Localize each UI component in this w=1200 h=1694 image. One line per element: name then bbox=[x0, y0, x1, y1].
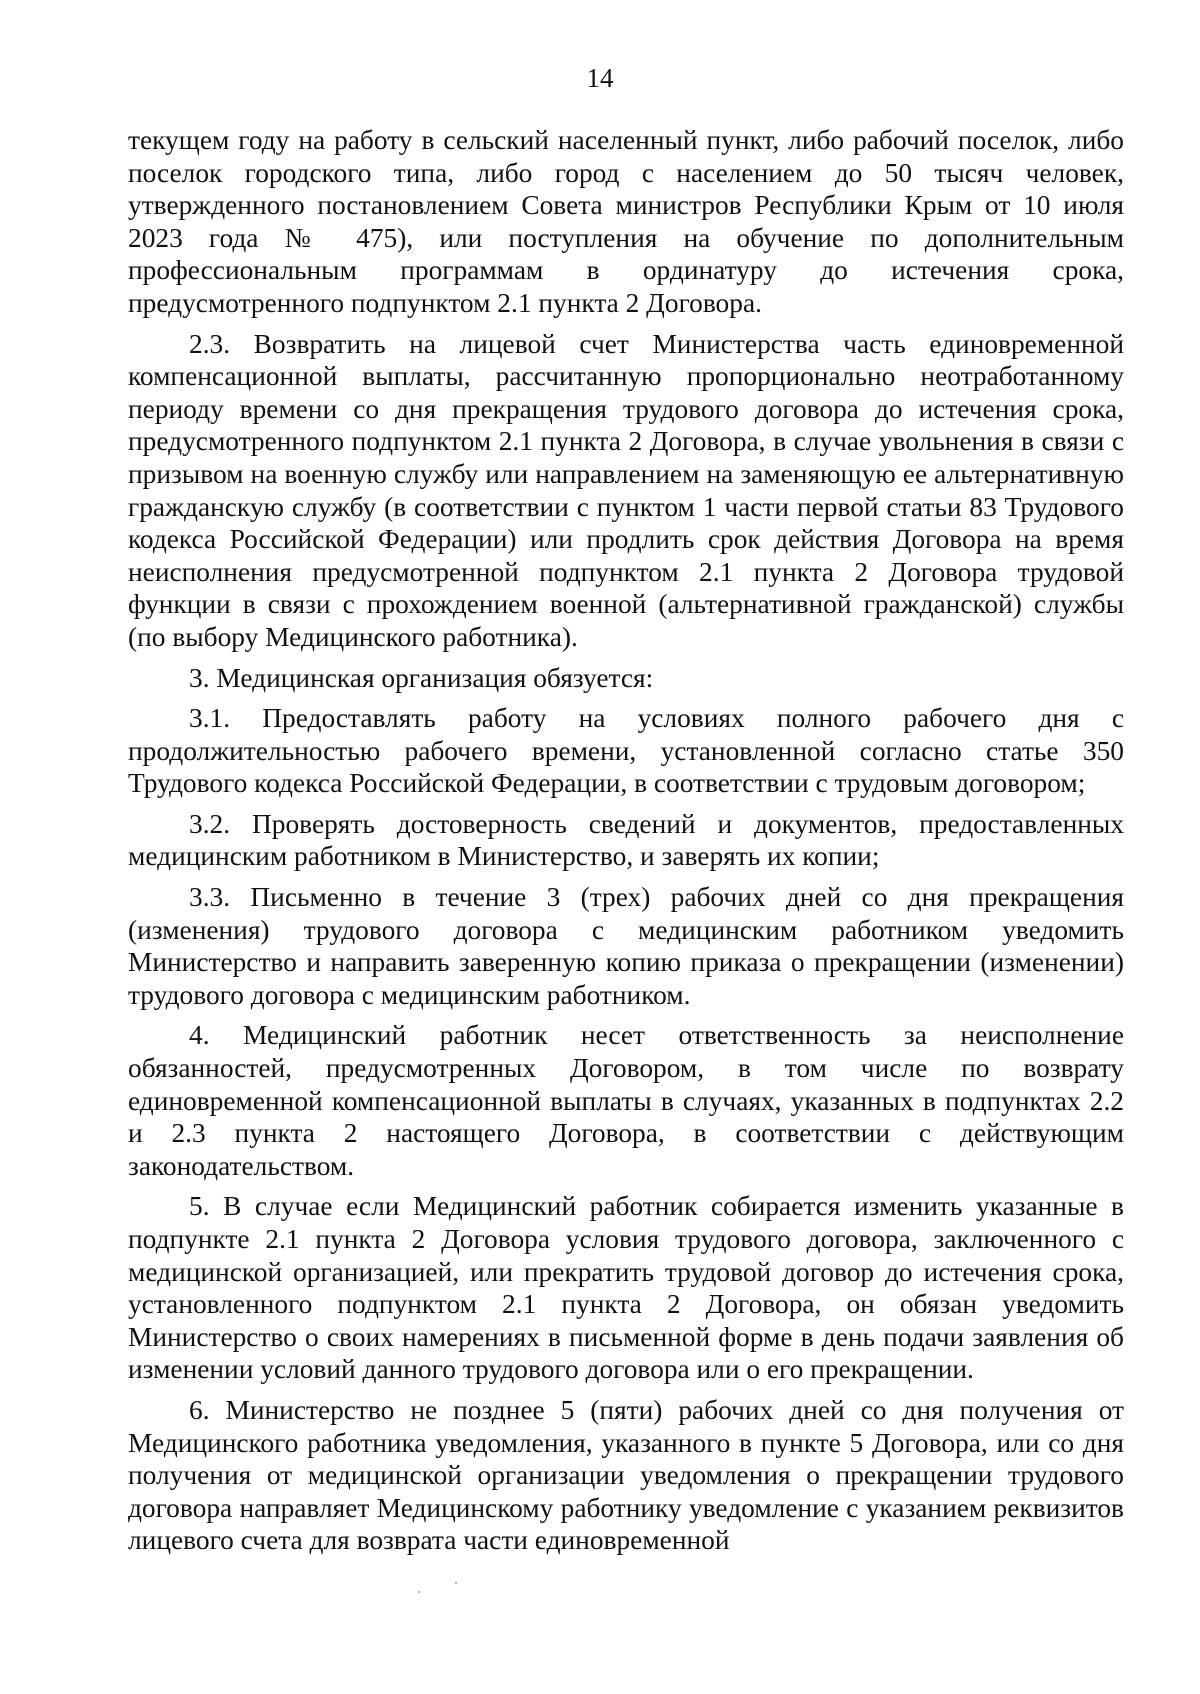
paragraph-3: 3. Медицинская организация обязуется: bbox=[189, 662, 654, 693]
page-number: 14 bbox=[586, 63, 614, 93]
scan-artifact bbox=[455, 1582, 457, 1584]
document-body bbox=[128, 124, 1124, 1557]
paragraph-3-3: 3.3. Письменно в течение 3 (трех) рабочих дней со дня прекращения (изменения) трудового договора с медицинским работником уведомить Министерство и направить заверенную копию приказа о прекращении (изменении) трудового договора с медицинским работником. bbox=[128, 882, 1124, 1010]
scan-artifact bbox=[418, 1591, 420, 1593]
paragraph-3-1: 3.1. Предоставлять работу на условиях полного рабочего дня с продолжительностью рабочего времени, установленной согласно статье 350 Трудового кодекса Российской Федерации, в соответствии с трудовым договором; bbox=[128, 703, 1124, 799]
paragraph-3-2: 3.2. Проверять достоверность сведений и документов, предоставленных медицинским работником в Министерство, и заверять их копии; bbox=[128, 808, 1124, 872]
paragraph-continuation: текущем году на работу в сельский населенный пункт, либо рабочий поселок, либо поселок городского типа, либо город с населением до 50 тысяч человек, утвержденного постановлением Совета министров Республики Крым от 10 июля 2023 года № 475), или поступления на обучение по дополнительным профессиональным программам в ординатуру до истечения срока, предусмотренного подпунктом 2.1 пункта 2 Договора. bbox=[128, 125, 1124, 318]
paragraph-2-3: 2.3. Возвратить на лицевой счет Министерства часть единовременной компенсационной выплаты, рассчитанную пропорционально неотработанному периоду времени со дня прекращения трудового договора до истечения срока, предусмотренного подпунктом 2.1 пункта 2 Договора, в случае увольнения в связи с призывом на военную службу или направлением на заменяющую ее альтернативную гражданскую службу (в соответствии с пунктом 1 части первой статьи 83 Трудового кодекса Российской Федерации) или продлить срок действия Договора на время неисполнения предусмотренной подпунктом 2.1 пункта 2 Договора трудовой функции в связи с прохождением военной (альтернативной гражданской) службы (по выбору Медицинского работника). bbox=[128, 328, 1124, 652]
paragraph-4: 4. Медицинский работник несет ответственность за неисполнение обязанностей, предусмотренных Договором, в том числе по возврату единовременной компенсационной выплаты в случаях, указанных в подпунктах 2.2 и 2.3 пункта 2 настоящего Договора, в соответствии с действующим законодательством. bbox=[128, 1020, 1124, 1181]
paragraph-5: 5. В случае если Медицинский работник собирается изменить указанные в подпункте 2.1 пункта 2 Договора условия трудового договора, заключенного с медицинской организацией, или прекратить трудовой договор до истечения срока, установленного подпунктом 2.1 пункта 2 Договора, он обязан уведомить Министерство о своих намерениях в письменной форме в день подачи заявления об изменении условий данного трудового договора или о его прекращении. bbox=[128, 1191, 1124, 1385]
paragraph-6: 6. Министерство не позднее 5 (пяти) рабочих дней со дня получения от Медицинского работника уведомления, указанного в пункте 5 Договора, или со дня получения от медицинской организации уведомления о прекращении трудового договора направляет Медицинскому работнику уведомление с указанием реквизитов лицевого счета для возврата части единовременной bbox=[128, 1394, 1124, 1556]
